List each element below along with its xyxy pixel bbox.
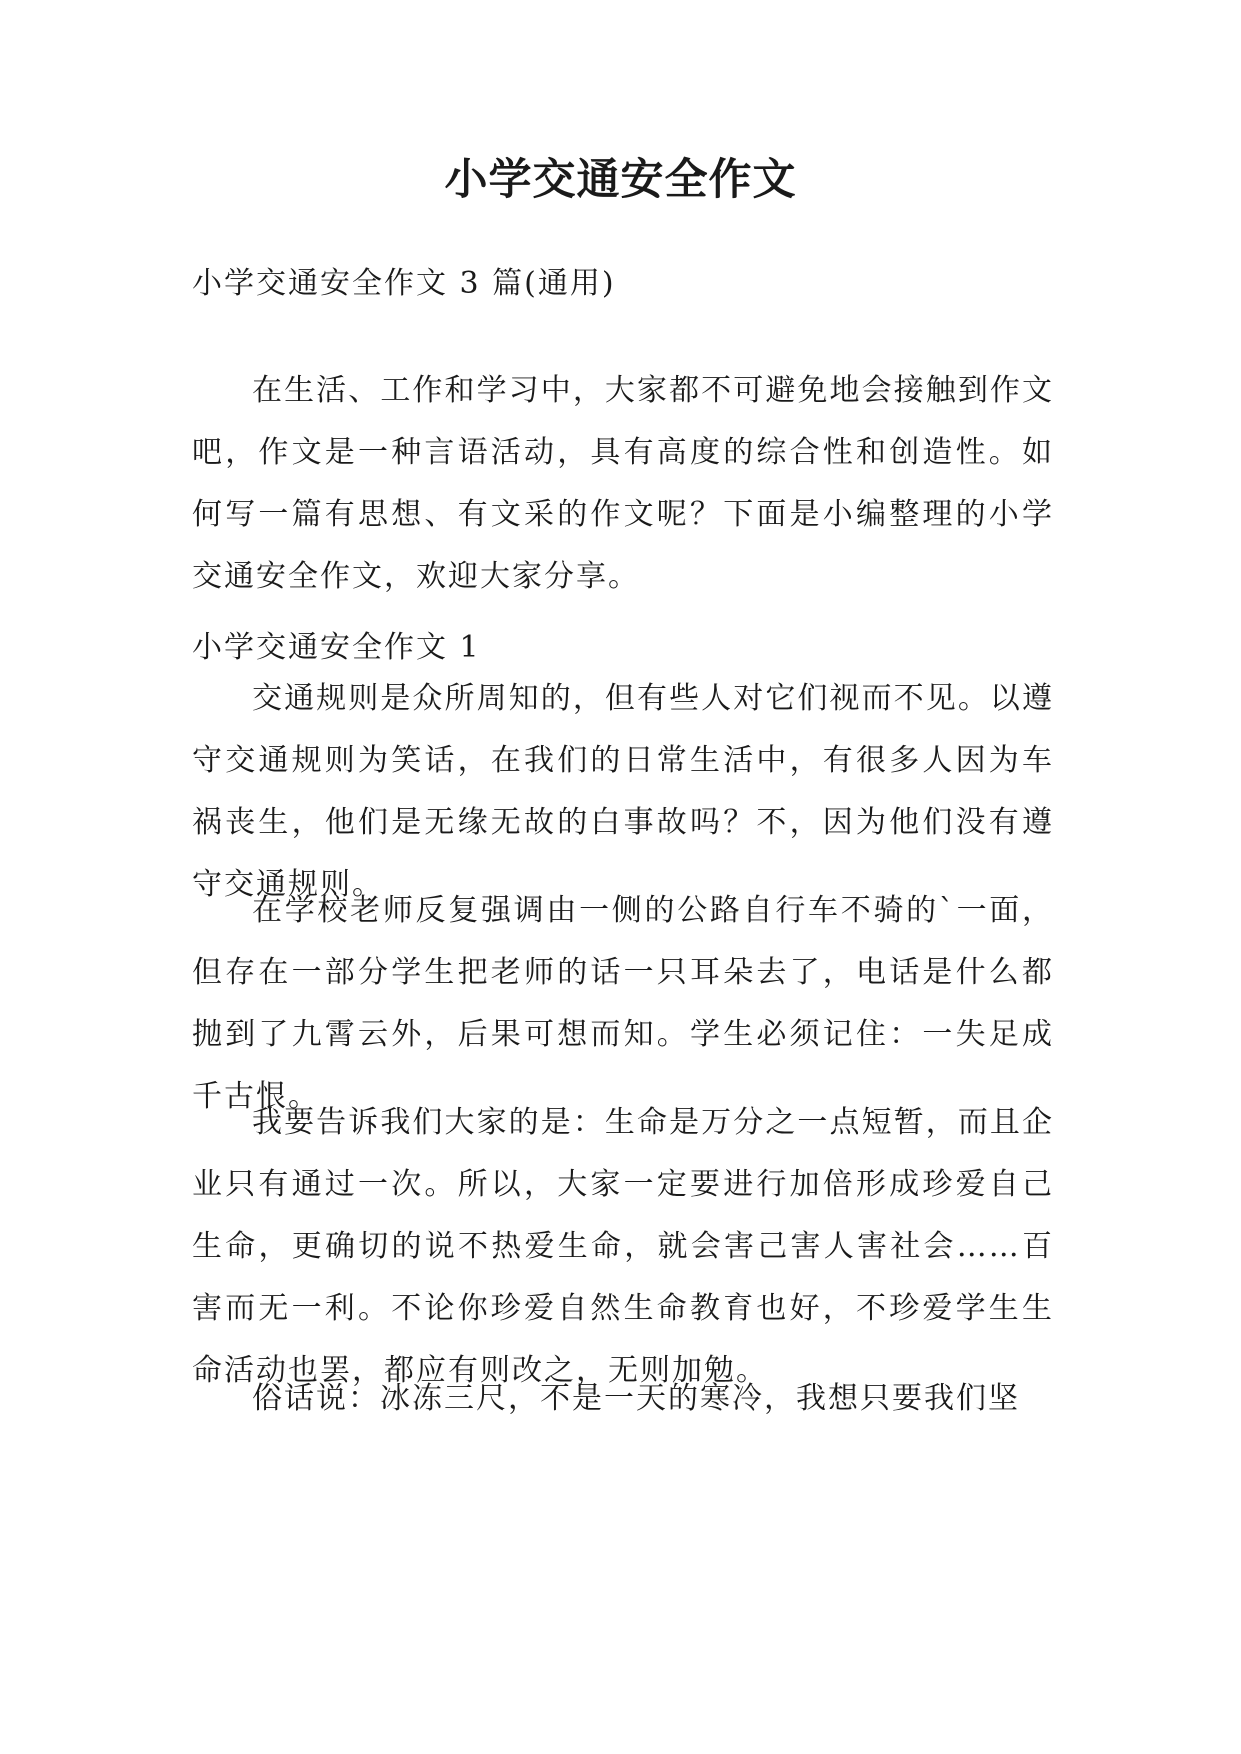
body-paragraph: 在学校老师反复强调由一侧的公路自行车不骑的`一面，但存在一部分学生把老师的话一只耳朵去了，电话是什么都抛到了九霄云外，后果可想而知。学生必须记住：一失足成千古恨。	[192, 893, 1054, 1114]
document-title: 小学交通安全作文	[444, 155, 797, 205]
body-paragraph: 俗话说：冰冻三尺，不是一天的寒冷，我想只要我们坚	[252, 1381, 1020, 1416]
document-subtitle: 小学交通安全作文 3 篇(通用)	[192, 266, 616, 301]
body-paragraph: 交通规则是众所周知的，但有些人对它们视而不见。以遵守交通规则为笑话，在我们的日常生活中，有很多人因为车祸丧生，他们是无缘无故的白事故吗？不，因为他们没有遵守交通规则。	[192, 681, 1054, 902]
intro-paragraph: 在生活、工作和学习中，大家都不可避免地会接触到作文吧，作文是一种言语活动，具有高度的综合性和创造性。如何写一篇有思想、有文采的作文呢？下面是小编整理的小学交通安全作文，欢迎大家分享。	[192, 373, 1054, 594]
section-heading: 小学交通安全作文 1	[192, 630, 481, 665]
body-paragraph: 我要告诉我们大家的是：生命是万分之一点短暂，而且企业只有通过一次。所以，大家一定要进行加倍形成珍爱自己生命，更确切的说不热爱生命，就会害己害人害社会……百害而无一利。不论你珍爱自然生命教育也好，不珍爱学生生命活动也罢，都应有则改之，无则加勉。	[192, 1105, 1054, 1388]
